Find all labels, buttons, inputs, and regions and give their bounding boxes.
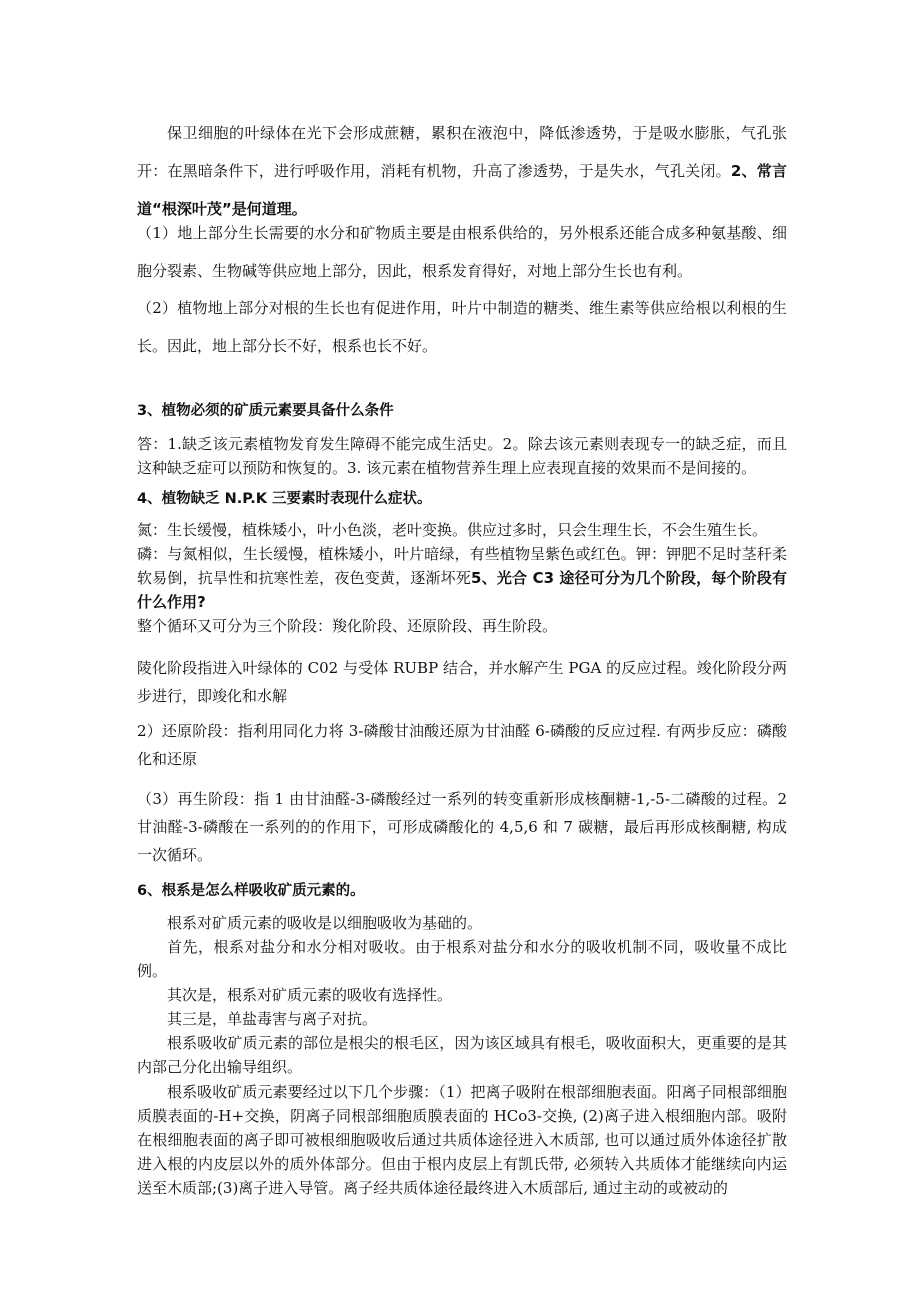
question-5-heading: 5、光合 C3 途径可分为几个阶段，每个阶段有什么作用? (137, 569, 787, 611)
answer-5-intro: 整个循环又可分为三个阶段：羧化阶段、还原阶段、再生阶段。 (137, 617, 558, 635)
answer-6-steps: 根系吸收矿质元素要经过以下几个步骤：（1）把离子吸附在根部细胞表面。阳离子同根部细胞质膜表面的-H+交换，阴离子同根部细胞质膜表面的 HCo3-交换, (2)离子进入根细胞内部。吸附在根细胞表面的离子即可被根细胞吸收后通过共质体途径进入木质部, 也可以通过质外体途径扩散进入根的内皮层以外的质外体部分。但由于根内皮层上有凯氏带, 必须转入共质体才能继续向内运送至木质部;(3)离子进入导管。离子经共质体途径最终进入木质部后, 通过主动的或被动的 (137, 1083, 787, 1197)
question-4-heading: 4、植物缺乏 N.P.K 三要素时表现什么症状。 (137, 491, 432, 507)
answer-4-pk-text: 磷：与氮相似，生长缓慢，植株矮小，叶片暗绿，有些植物呈紫色或红色。钾：钾肥不足时茎秆柔软易倒，抗旱性和抗寒性差，夜色变黄，逐渐坏死 (137, 545, 787, 587)
answer-5-carboxylation: 陵化阶段指进入叶绿体的 C02 与受体 RUBP 结合，并水解产生 PGA 的反应过程。竣化阶段分两步进行，即竣化和水解 (137, 659, 787, 705)
answer-5-regeneration: （3）再生阶段：指 1 由甘油醛-3-磷酸经过一系列的转变重新形成核酮糖-1,-5-二磷酸的过程。2 甘油醛-3-磷酸在一系列的的作用下，可形成磷酸化的 4,5,6 和 7 碳糖，最后再形成核酮糖, 构成一次循环。 (137, 790, 787, 864)
answer-4-nitrogen: 氮：生长缓慢，植株矮小，叶小色淡，老叶变换。供应过多时，只会生理生长，不会生殖生长。 (137, 521, 768, 539)
answer-6-third: 其三是，单盐毒害与离子对抗。 (167, 1010, 378, 1028)
answer-5-reduction: 2）还原阶段：指利用同化力将 3-磷酸甘油酸还原为甘油醛 6-磷酸的反应过程. 有两步反应：磷酸化和还原 (137, 722, 787, 768)
answer-3: 答：1.缺乏该元素植物发育发生障碍不能完成生活史。2。除去该元素则表现专一的缺乏症，而且这种缺乏症可以预防和恢复的。3. 该元素在植物营养生理上应表现直接的效果而不是间接的。 (137, 435, 787, 477)
paragraph-guard-cell (137, 114, 787, 228)
paragraph-2-2: （2）植物地上部分对根的生长也有促进作用，叶片中制造的糖类、维生素等供应给根以利根的生长。因此，地上部分长不好，根系也长不好。 (137, 299, 787, 355)
paragraph-2-1: （1）地上部分生长需要的水分和矿物质主要是由根系供给的，另外根系还能合成多种氨基酸、细胞分裂素、生物碱等供应地上部分，因此，根系发育得好，对地上部分生长也有利。 (137, 224, 787, 280)
question-3-heading: 3、植物必须的矿质元素要具备什么条件 (137, 403, 394, 419)
answer-6-first: 首先，根系对盐分和水分相对吸收。由于根系对盐分和水分的吸收机制不同，吸收量不成比例。 (137, 938, 787, 980)
guard-cell-text: 保卫细胞的叶绿体在光下会形成蔗糖，累积在液泡中，降低渗透势，于是吸水膨胀，气孔张开：在黑暗条件下，进行呼吸作用，消耗有机物，升高了渗透势，于是失水，气孔关闭。 (137, 124, 787, 180)
answer-6-second: 其次是，根系对矿质元素的吸收有选择性。 (167, 986, 453, 1004)
question-2-heading: 2、常言道“根深叶茂”是何道理。 (137, 162, 787, 218)
question-6-heading: 6、根系是怎么样吸收矿质元素的。 (137, 883, 365, 899)
answer-4-phosphorus-potassium (137, 542, 787, 614)
answer-6-site: 根系吸收矿质元素的部位是根尖的根毛区，因为该区域具有根毛，吸收面积大，更重要的是其内部己分化出输导组织。 (137, 1034, 787, 1076)
answer-6-basis: 根系对矿质元素的吸收是以细胞吸收为基础的。 (167, 914, 483, 932)
